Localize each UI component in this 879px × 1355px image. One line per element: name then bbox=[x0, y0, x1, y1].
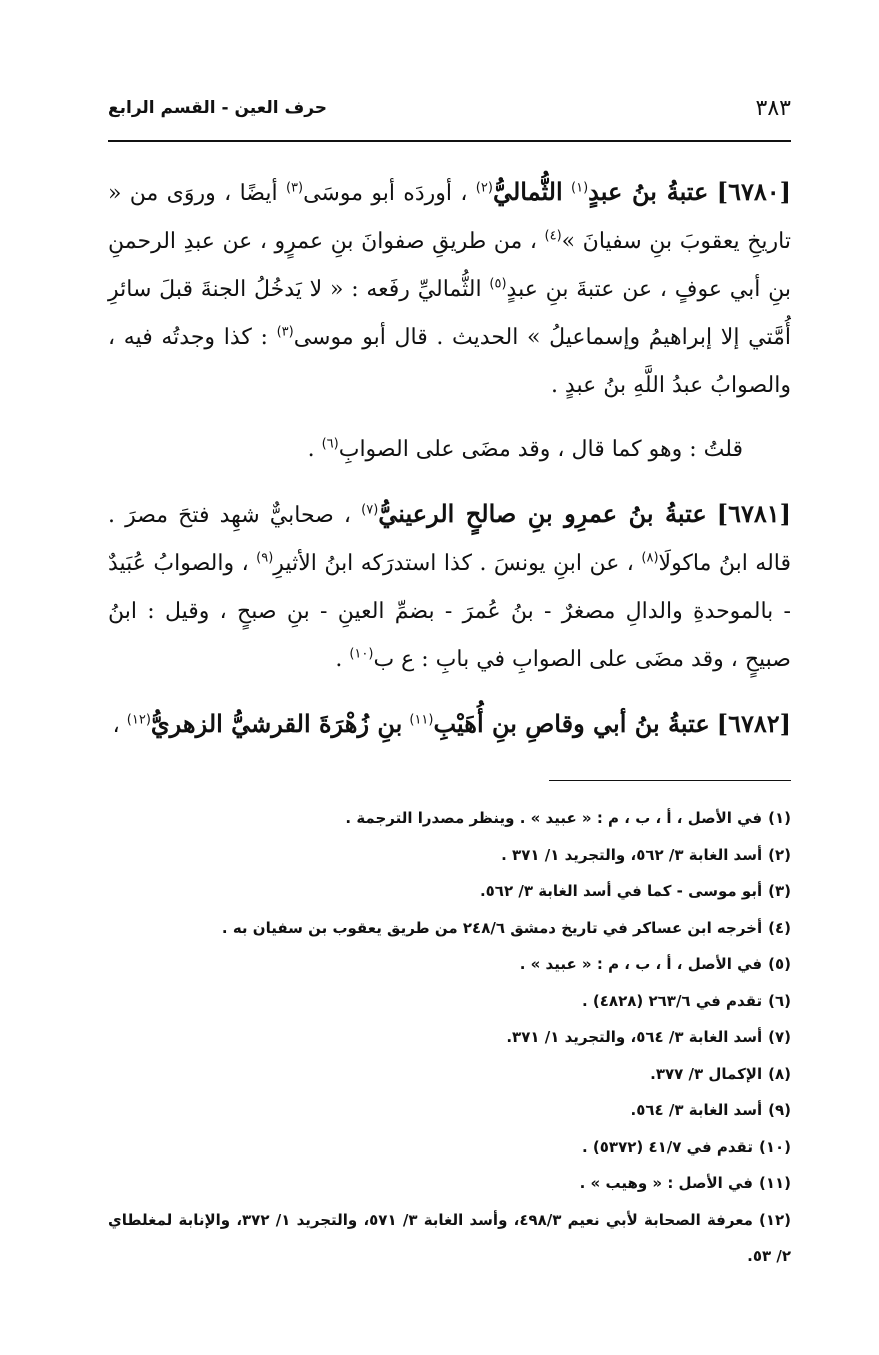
footnote-text: أسد الغابة ٣/ ٥٦٤، والتجريد ١/ ٣٧١. bbox=[506, 1028, 763, 1046]
commentary-paragraph bbox=[108, 426, 791, 474]
footnote-marker: (١١) bbox=[409, 712, 434, 728]
entry-name: عتبةُ بنُ أبي وقاصِ بنِ أُهَيْبِ bbox=[433, 709, 710, 738]
entry-number: [٦٧٨٠] bbox=[716, 177, 792, 206]
footnote-marker: (٩) bbox=[256, 550, 274, 566]
footnote-text: في الأصل ، أ ، ب ، م : « عبيد » . bbox=[519, 955, 763, 973]
entry-text: أيضًا ، وروَى من « تاريخِ يعقوبَ بنِ سفيانَ » bbox=[108, 181, 791, 254]
footnote bbox=[108, 837, 791, 874]
footnote-marker: (١٢) bbox=[126, 712, 151, 728]
entry-text: ، والصوابُ عُبَيدٌ - بالموحدةِ والدالِ مصغرٌ - بنُ عُمرَ - بضمِّ العينِ - بنِ صبحٍ ، وقيل : ابنُ صبيحٍ ، وقد مضَى على الصوابِ في بابِ : ع ب bbox=[108, 551, 791, 672]
footnote-marker: (٨) bbox=[641, 550, 659, 566]
footnote-number: (٢) bbox=[768, 845, 791, 864]
entry-name: عتبةُ بنُ عمرِو بنِ صالحٍ الرعينيُّ bbox=[378, 499, 707, 528]
footnote bbox=[108, 910, 791, 947]
footnote-marker: (٧) bbox=[361, 502, 379, 518]
footnote bbox=[108, 1056, 791, 1093]
footnote-text: أبو موسى - كما في أسد الغابة ٣/ ٥٦٢. bbox=[479, 882, 763, 900]
entry-text: ، أوردَه أبو موسَى bbox=[303, 181, 468, 206]
footnote-marker: (٣) bbox=[276, 324, 294, 340]
footnote-number: (٤) bbox=[768, 918, 791, 937]
entry-text: ، من طريقِ صفوانَ بنِ عمرٍو ، عن عبدِ الرحمنِ بنِ أبي عوفٍ ، عن عتبةَ بنِ عبدٍ bbox=[108, 229, 791, 302]
footnote-number: (٩) bbox=[768, 1101, 791, 1119]
footnote-number: (١٢) bbox=[758, 1210, 791, 1229]
footnote-marker: (٣) bbox=[285, 180, 304, 196]
page-header bbox=[108, 88, 791, 128]
footnote-text: أخرجه ابن عساكر في تاريخ دمشق ٢٤٨/٦ من طريق يعقوب بن سفيان به . bbox=[221, 918, 763, 937]
footnote bbox=[108, 1165, 791, 1202]
commentary-text: قلتُ : وهو كما قال ، وقد مضَى على الصوابِ bbox=[338, 437, 743, 462]
footnote bbox=[108, 1129, 791, 1166]
footnote-text: أسد الغابة ٣/ ٥٦٤. bbox=[630, 1101, 763, 1119]
footnotes bbox=[108, 800, 791, 1275]
entry-6781 bbox=[108, 490, 791, 684]
footnote-marker: (١) bbox=[571, 180, 589, 196]
footnote-number: (١١) bbox=[758, 1174, 791, 1192]
footnote-number: (٣) bbox=[768, 882, 791, 900]
entry-number: [٦٧٨١] bbox=[716, 499, 792, 528]
footnote-text: الإكمال ٣/ ٣٧٧. bbox=[650, 1064, 763, 1083]
footnote-number: (٥) bbox=[768, 955, 791, 973]
entry-nisba: الثُّماليُّ bbox=[492, 177, 563, 206]
page-number: ٣٨٣ bbox=[755, 95, 791, 121]
footnote-text: معرفة الصحابة لأبي نعيم ٤٩٨/٣، وأسد الغابة ٣/ ٥٧١، والتجريد ١/ ٣٧٢، والإنابة لمغلطاي ٢/ ٥٣. bbox=[108, 1210, 791, 1265]
entry-text: ، صحابيٌّ شهِد فتحَ مصرَ . قاله ابنُ ماكولَا bbox=[108, 503, 792, 576]
footnote bbox=[108, 946, 791, 983]
footnote bbox=[108, 1092, 791, 1129]
entry-number: [٦٧٨٢] bbox=[716, 709, 791, 738]
entry-text: ، عن ابنِ يونسَ . كذا استدرَكه ابنُ الأثيرِ bbox=[273, 551, 634, 576]
footnote-text: أسد الغابة ٣/ ٥٦٢، والتجريد ١/ ٣٧١ . bbox=[501, 845, 763, 864]
footnote-number: (٨) bbox=[768, 1064, 791, 1083]
footnote-marker: (٤) bbox=[544, 228, 562, 244]
entry-name-continued: بنِ زُهْرَةَ القرشيُّ الزهريُّ bbox=[150, 709, 403, 738]
footnote-marker: (٦) bbox=[321, 436, 339, 452]
footnote-number: (٦) bbox=[768, 991, 791, 1010]
footnote bbox=[108, 1202, 791, 1275]
footnote-marker: (٢) bbox=[475, 180, 493, 196]
header-rule bbox=[108, 140, 791, 142]
footnote bbox=[108, 800, 791, 837]
footnote bbox=[108, 1019, 791, 1056]
entry-6782 bbox=[108, 700, 791, 750]
footnote bbox=[108, 983, 791, 1020]
entry-name: عتبةُ بنُ عبدٍ bbox=[588, 177, 709, 206]
footnote-text: تقدم في ٤١/٧ (٥٣٧٢) . bbox=[582, 1137, 753, 1156]
entry-text: . bbox=[335, 647, 343, 672]
footnote bbox=[108, 873, 791, 910]
footnote-number: (٧) bbox=[768, 1028, 791, 1046]
footnote-text: في الأصل ، أ ، ب ، م : « عبيد » . وينظر مصدرا الترجمة . bbox=[345, 809, 763, 827]
footnote-text: في الأصل : « وهيب » . bbox=[579, 1174, 753, 1192]
footnote-text: تقدم في ٢٦٣/٦ (٤٨٢٨) . bbox=[582, 991, 763, 1010]
footnote-number: (١) bbox=[768, 809, 791, 827]
entry-text: ، bbox=[112, 713, 120, 738]
entry-text: الثُّماليِّ رفَعه : « لا يَدخُلُ الجنةَ قبلَ سائرِ أُمَّتي إلا إبراهيمُ وإسماعيلُ » الحديث . قال أبو موسى bbox=[108, 277, 791, 350]
footnote-marker: (٥) bbox=[489, 276, 507, 292]
footnote-number: (١٠) bbox=[758, 1137, 791, 1156]
footnote-marker: (١٠) bbox=[349, 646, 374, 662]
running-title: حرف العين - القسم الرابع bbox=[108, 98, 328, 118]
commentary-text: . bbox=[307, 437, 315, 462]
main-text bbox=[108, 168, 791, 766]
entry-text: : كذا وجدتُه فيه ، والصوابُ عبدُ اللَّهِ بنُ عبدٍ . bbox=[108, 325, 791, 398]
entry-6780 bbox=[108, 168, 791, 410]
footnote-rule bbox=[549, 780, 791, 781]
